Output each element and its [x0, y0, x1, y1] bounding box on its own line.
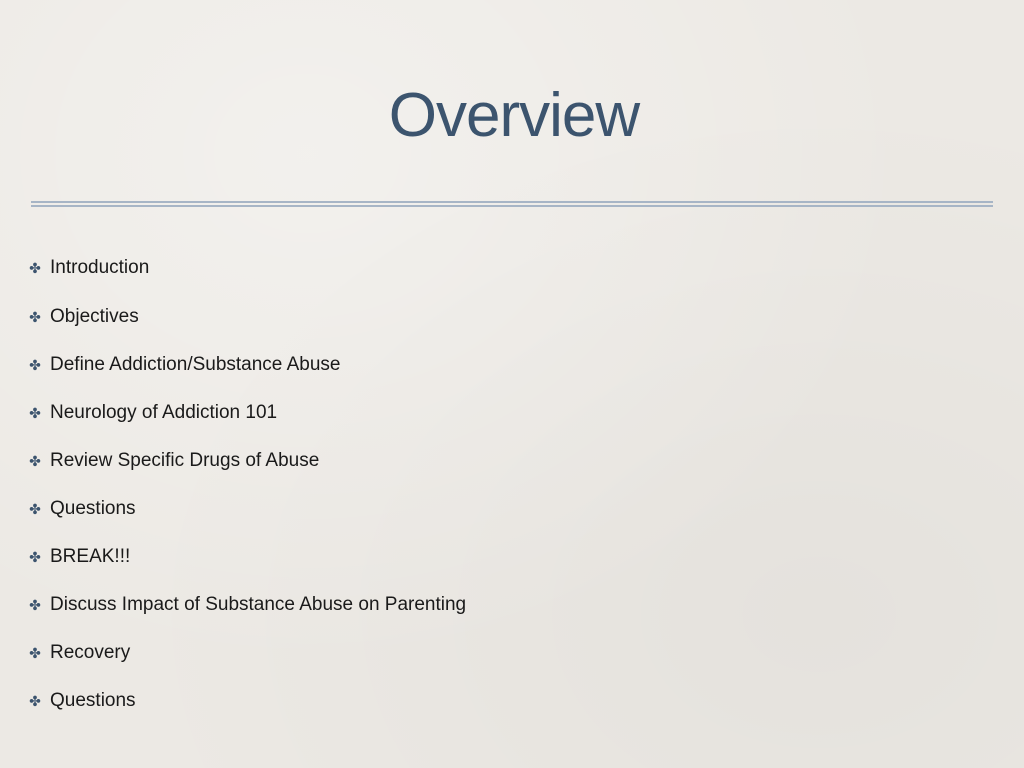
cross-bullet-icon: ✤ — [29, 260, 41, 276]
cross-bullet-icon: ✤ — [29, 357, 41, 373]
list-item-label: BREAK!!! — [50, 546, 131, 567]
list-item-label: Discuss Impact of Substance Abuse on Parenting — [50, 594, 467, 615]
list-item — [28, 448, 319, 474]
cross-bullet-icon: ✤ — [29, 549, 41, 565]
list-item — [28, 255, 149, 281]
cross-bullet-icon: ✤ — [29, 501, 41, 517]
cross-bullet-icon: ✤ — [29, 405, 41, 421]
list-item — [28, 352, 340, 378]
list-item — [28, 688, 136, 714]
cross-bullet-icon: ✤ — [29, 693, 41, 709]
list-item-label: Recovery — [50, 642, 131, 663]
list-item-label: Introduction — [50, 257, 150, 278]
list-item — [28, 400, 277, 426]
cross-bullet-icon: ✤ — [29, 597, 41, 613]
list-item-label: Define Addiction/Substance Abuse — [50, 354, 341, 375]
list-item-label: Questions — [50, 690, 136, 711]
list-item-label: Questions — [50, 498, 136, 519]
list-item — [28, 592, 466, 618]
list-item-label: Neurology of Addiction 101 — [50, 402, 278, 423]
slide-title: Overview — [388, 81, 640, 150]
list-item — [28, 640, 130, 666]
list-item — [28, 496, 136, 522]
list-item-label: Objectives — [50, 306, 139, 327]
list-item-label: Review Specific Drugs of Abuse — [50, 450, 320, 471]
list-item — [28, 304, 139, 330]
list-item — [28, 544, 130, 570]
cross-bullet-icon: ✤ — [29, 645, 41, 661]
cross-bullet-icon: ✤ — [29, 309, 41, 325]
cross-bullet-icon: ✤ — [29, 453, 41, 469]
